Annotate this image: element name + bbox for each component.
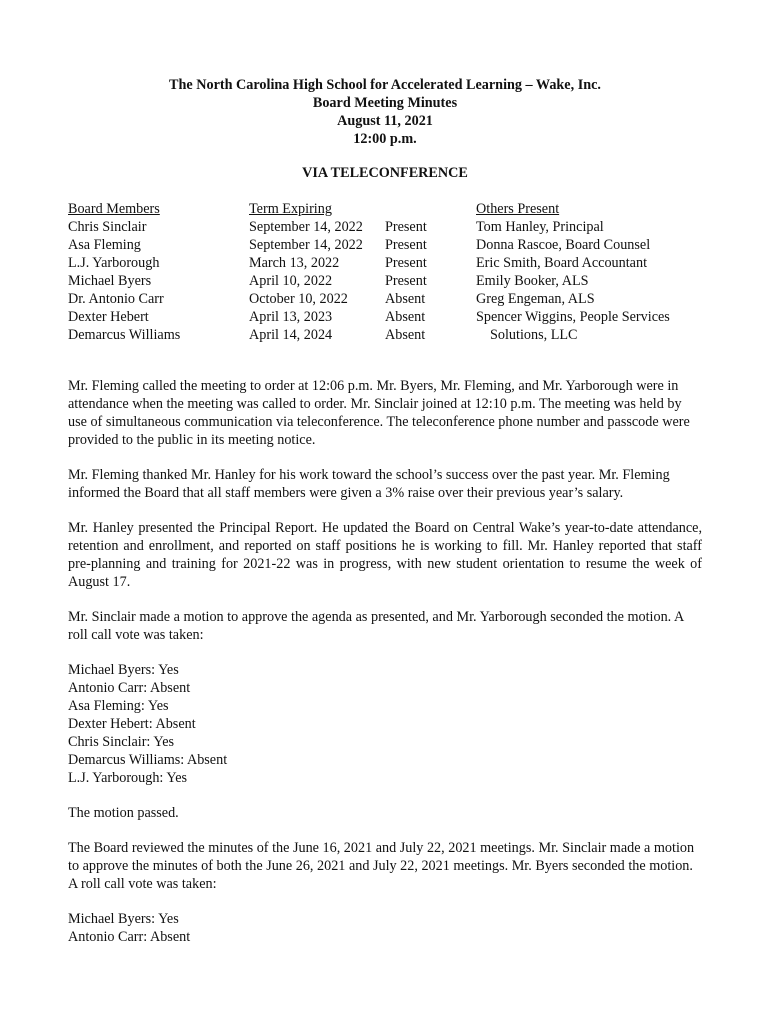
roll-call-entry: Antonio Carr: Absent bbox=[68, 680, 191, 696]
other-attendee: Emily Booker, ALS bbox=[476, 273, 589, 289]
member-name: Asa Fleming bbox=[68, 237, 141, 253]
document-title: Board Meeting Minutes bbox=[312, 95, 458, 111]
principal-report-paragraph: Mr. Hanley presented the Principal Report. He updated the Board on Central Wake’s year-to-date attendance, retention and enrollment, and reported on staff positions he is working to fill. Mr. Hanley reported that staff pre-planning and training for 2021-22 was in progress, with new student orientation to resume the week of August 17. bbox=[68, 520, 702, 590]
member-name: Demarcus Williams bbox=[68, 327, 181, 343]
meeting-date: August 11, 2021 bbox=[337, 113, 433, 129]
roll-call-entry: Demarcus Williams: Absent bbox=[68, 752, 228, 768]
other-attendee: Donna Rascoe, Board Counsel bbox=[476, 237, 651, 253]
other-attendee: Greg Engeman, ALS bbox=[476, 291, 595, 307]
other-attendee: Spencer Wiggins, People Services bbox=[476, 309, 670, 325]
roll-call-entry: Antonio Carr: Absent bbox=[68, 929, 191, 945]
board-members-heading: Board Members bbox=[68, 201, 160, 217]
meeting-time: 12:00 p.m. bbox=[353, 131, 417, 147]
minutes-body bbox=[68, 377, 702, 963]
member-name: L.J. Yarborough bbox=[68, 255, 160, 271]
member-name: Dr. Antonio Carr bbox=[68, 291, 164, 307]
chair-remarks-paragraph: Mr. Fleming thanked Mr. Hanley for his work toward the school’s success over the past year. Mr. Fleming informed the Board that all staff members were given a 3% raise over their previous year’s salary. bbox=[68, 467, 670, 501]
member-status: Absent bbox=[385, 291, 426, 307]
member-name: Michael Byers bbox=[68, 273, 152, 289]
roll-call-entry: Michael Byers: Yes bbox=[68, 662, 179, 678]
term-expiring-heading: Term Expiring bbox=[249, 201, 332, 217]
roll-call-entry: Asa Fleming: Yes bbox=[68, 698, 169, 714]
other-attendee-continued: Solutions, LLC bbox=[490, 327, 578, 343]
member-term: October 10, 2022 bbox=[249, 291, 348, 307]
roll-call-entry: Michael Byers: Yes bbox=[68, 911, 179, 927]
member-term: April 14, 2024 bbox=[249, 327, 333, 343]
member-name: Chris Sinclair bbox=[68, 219, 147, 235]
others-present-column bbox=[476, 200, 670, 344]
meeting-mode: VIA TELECONFERENCE bbox=[302, 165, 468, 181]
member-term: September 14, 2022 bbox=[249, 219, 363, 235]
roll-call-vote-list bbox=[68, 910, 702, 946]
roll-call-entry: Chris Sinclair: Yes bbox=[68, 734, 175, 750]
document-header bbox=[0, 76, 770, 148]
roll-call-entry: Dexter Hebert: Absent bbox=[68, 716, 196, 732]
board-members-column bbox=[68, 200, 180, 344]
member-term: April 13, 2023 bbox=[249, 309, 333, 325]
member-status: Present bbox=[385, 219, 427, 235]
other-attendee: Eric Smith, Board Accountant bbox=[476, 255, 648, 271]
call-to-order-paragraph: Mr. Fleming called the meeting to order at 12:06 p.m. Mr. Byers, Mr. Fleming, and Mr. Yarborough were in attendance when the meeting was called to order. Mr. Sinclair joined at 12:10 p.m. The meeting was held by use of simultaneous communication via teleconference. The teleconference phone number and passcode were provided to the public in its meeting notice. bbox=[68, 378, 690, 448]
member-status: Absent bbox=[385, 309, 426, 325]
minutes-approval-paragraph: The Board reviewed the minutes of the June 16, 2021 and July 22, 2021 meetings. Mr. Sinclair made a motion to approve the minutes of both the June 26, 2021 and July 22, 2021 meetings. Mr. Byers seconded the motion. A roll call vote was taken: bbox=[68, 840, 695, 892]
member-status: Present bbox=[385, 273, 427, 289]
agenda-motion-paragraph: Mr. Sinclair made a motion to approve the agenda as presented, and Mr. Yarborough seconded the motion. A roll call vote was taken: bbox=[68, 609, 684, 643]
other-attendee: Tom Hanley, Principal bbox=[476, 219, 604, 235]
attendance-status-column bbox=[385, 200, 427, 344]
term-expiring-column bbox=[249, 200, 363, 344]
roll-call-entry: L.J. Yarborough: Yes bbox=[68, 770, 188, 786]
member-status: Present bbox=[385, 255, 427, 271]
member-term: September 14, 2022 bbox=[249, 237, 363, 253]
member-term: March 13, 2022 bbox=[249, 255, 340, 271]
member-status: Present bbox=[385, 237, 427, 253]
others-present-heading: Others Present bbox=[476, 201, 560, 217]
member-term: April 10, 2022 bbox=[249, 273, 333, 289]
member-name: Dexter Hebert bbox=[68, 309, 149, 325]
organization-title: The North Carolina High School for Accelerated Learning – Wake, Inc. bbox=[169, 77, 601, 93]
motion-result-paragraph: The motion passed. bbox=[68, 805, 179, 821]
roll-call-vote-list bbox=[68, 661, 702, 787]
member-status: Absent bbox=[385, 327, 426, 343]
